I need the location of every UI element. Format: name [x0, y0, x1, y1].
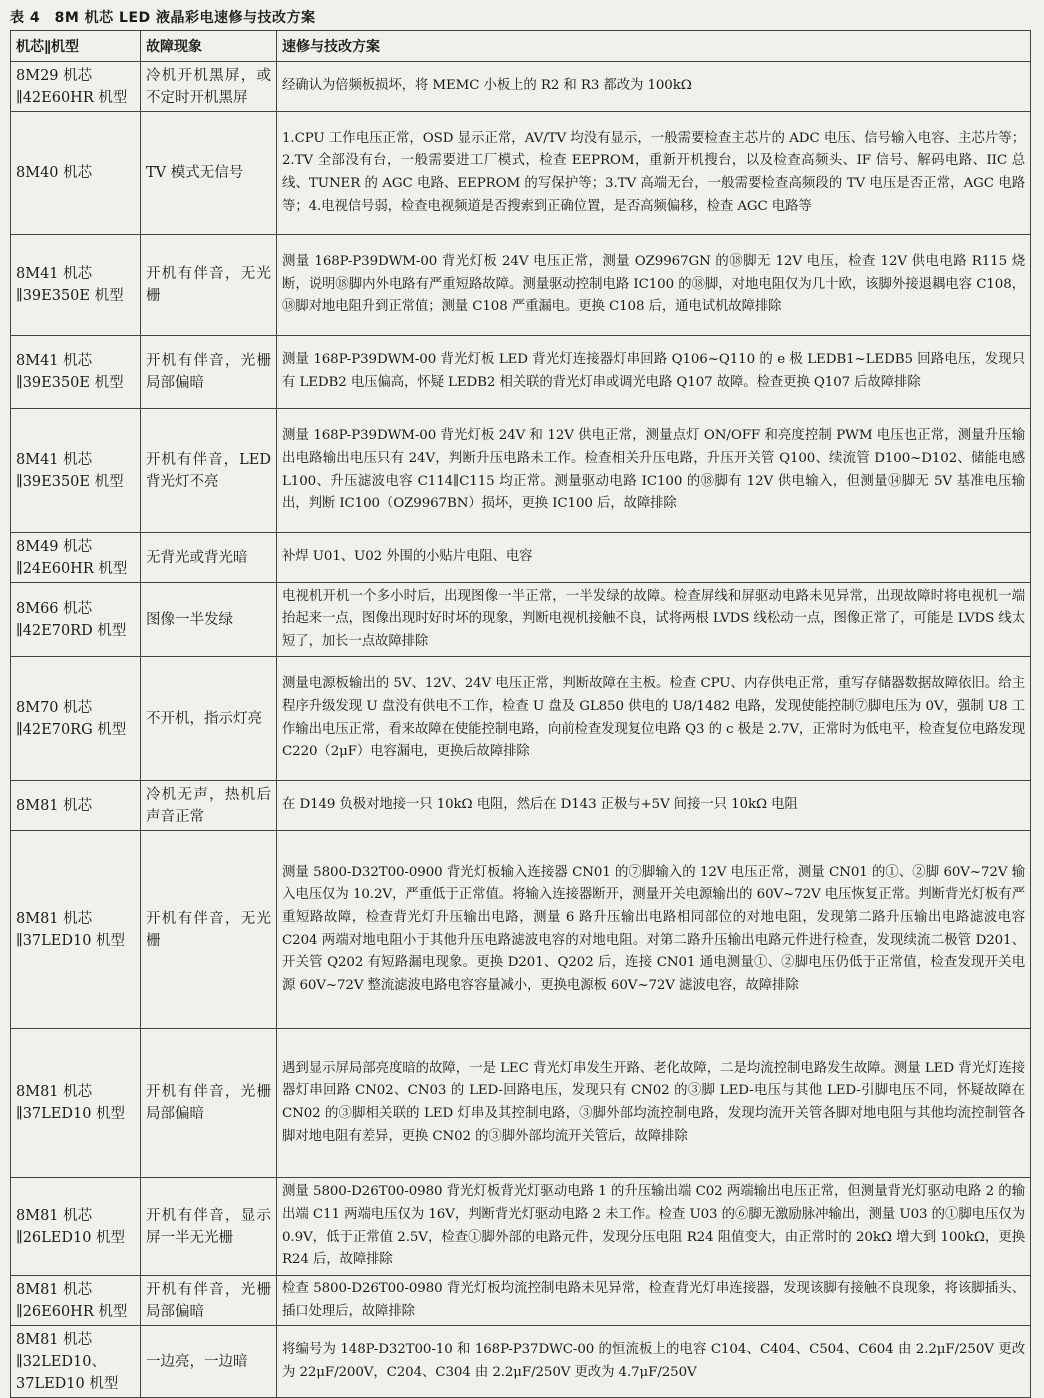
document-page — [10, 8, 1030, 1398]
table-caption: 表 4 8M 机芯 LED 液晶彩电速修与技改方案 — [10, 10, 316, 26]
symptom-cell: TV 模式无信号 — [141, 112, 277, 235]
model-cell: 8M40 机芯 — [11, 112, 141, 235]
table-row — [11, 533, 1031, 583]
symptom-cell: 图像一半发绿 — [141, 583, 277, 657]
table-row — [11, 62, 1031, 112]
model-cell: 8M81 机芯∥26E60HR 机型 — [11, 1276, 141, 1326]
table-row — [11, 336, 1031, 409]
symptom-cell: 开机有伴音，光栅局部偏暗 — [141, 1029, 277, 1178]
symptom-cell: 开机有伴音，无光栅 — [141, 235, 277, 336]
model-cell: 8M41 机芯∥39E350E 机型 — [11, 409, 141, 533]
table-row — [11, 1276, 1031, 1326]
model-cell: 8M81 机芯 — [11, 781, 141, 831]
model-cell: 8M81 机芯∥26LED10 机型 — [11, 1178, 141, 1276]
table-header-row — [11, 31, 1031, 62]
model-cell: 8M29 机芯∥42E60HR 机型 — [11, 62, 141, 112]
solution-cell: 检查 5800-D26T00-0980 背光灯板均流控制电路未见异常，检查背光灯串连接器，发现该脚有接触不良现象，将该脚插头、插口处理后，故障排除 — [277, 1276, 1031, 1326]
solution-cell: 测量 168P-P39DWM-00 背光灯板 LED 背光灯连接器灯串回路 Q106~Q110 的 e 极 LEDB1~LEDB5 回路电压，发现只有 LEDB2 电压偏高，怀疑 LEDB2 相关联的背光灯串或调光电路 Q107 故障。检查更换 Q107 后故障排除 — [277, 336, 1031, 409]
header-solution: 速修与技改方案 — [277, 31, 1031, 62]
model-cell: 8M41 机芯∥39E350E 机型 — [11, 235, 141, 336]
symptom-cell: 开机有伴音，光栅局部偏暗 — [141, 1276, 277, 1326]
model-cell: 8M49 机芯∥24E60HR 机型 — [11, 533, 141, 583]
model-cell: 8M81 机芯∥32LED10、37LED10 机型 — [11, 1326, 141, 1398]
table-row — [11, 831, 1031, 1029]
symptom-cell: 不开机，指示灯亮 — [141, 657, 277, 781]
table-row — [11, 1178, 1031, 1276]
solution-cell: 遇到显示屏局部亮度暗的故障，一是 LEC 背光灯串发生开路、老化故障，二是均流控制电路发生故障。测量 LED 背光灯连接器灯串回路 CN02、CN03 的 LED-回路电压，发现只有 CN02 的③脚 LED-电压与其他 LED-引脚电压不同，怀疑故障在 CN02 的③脚相关联的 LED 灯串及其控制电路，③脚外部均流控制电路，发现均流开关管各脚对地电阻与其他均流控制管各脚对地电阻有差异，更换 CN02 的③脚外部均流开关管后，故障排除 — [277, 1029, 1031, 1178]
solution-cell: 1.CPU 工作电压正常，OSD 显示正常，AV/TV 均没有显示，一般需要检查主芯片的 ADC 电压、信号输入电容、主芯片等；2.TV 全部没有台，一般需要进工厂模式，检查 EEPROM，重新开机搜台，以及检查高频头、IF 信号、解码电路、IIC 总线、TUNER 的 AGC 电路、EEPROM 的写保护等；3.TV 高端无台，一般需要检查高频段的 TV 电压是否正常，AGC 电路等；4.电视信号弱，检查电视频道是否搜索到正确位置，是否高频偏移，检查 AGC 电路等 — [277, 112, 1031, 235]
symptom-cell: 冷机无声，热机后声音正常 — [141, 781, 277, 831]
solution-cell: 测量 168P-P39DWM-00 背光灯板 24V 和 12V 供电正常，测量点灯 ON/OFF 和亮度控制 PWM 电压也正常，测量升压输出电路输出电压只有 24V，判断升压电路未工作。检查相关升压电路，升压开关管 Q100、续流管 D100~D102、储能电感 L100、升压滤波电容 C114∥C115 均正常。测量驱动电路 IC100 的⑱脚有 12V 供电输入，但测量⑭脚无 5V 基准电压输出，判断 IC100（OZ9967BN）损坏，更换 IC100 后，故障排除 — [277, 409, 1031, 533]
table-row — [11, 235, 1031, 336]
symptom-cell: 无背光或背光暗 — [141, 533, 277, 583]
solution-cell: 将编号为 148P-D32T00-10 和 168P-P37DWC-00 的恒流板上的电容 C104、C404、C504、C604 由 2.2μF/250V 更改为 22μF/200V，C204、C304 由 2.2μF/250V 更改为 4.7μF/250V — [277, 1326, 1031, 1398]
solution-cell: 测量 5800-D32T00-0900 背光灯板输入连接器 CN01 的⑦脚输入的 12V 电压正常，测量 CN01 的①、②脚 60V~72V 输入电压仅为 10.2V，严重低于正常值。将输入连接器断开，测量开关电源输出的 60V~72V 电压恢复正常。判断背光灯板有严重短路故障，检查背光灯升压输出电路，测量 6 路升压输出电路相同部位的对地电阻，发现第二路升压输出电路滤波电容 C204 两端对地电阻小于其他升压电路滤波电容的对地电阻。对第二路升压输出电路元件进行检查，发现续流二极管 D201、开关管 Q202 有短路漏电现象。更换 D201、Q202 后，连接 CN01 通电测量①、②脚电压仍低于正常值，检查发现开关电源 60V~72V 整流滤波电路电容容量减小，更换电源板 60V~72V 滤波电容，故障排除 — [277, 831, 1031, 1029]
symptom-cell: 开机有伴音，光栅局部偏暗 — [141, 336, 277, 409]
symptom-cell: 开机有伴音，显示屏一半无光栅 — [141, 1178, 277, 1276]
repair-table — [10, 30, 1031, 1398]
model-cell: 8M81 机芯∥37LED10 机型 — [11, 1029, 141, 1178]
symptom-cell: 冷机开机黑屏，或不定时开机黑屏 — [141, 62, 277, 112]
model-cell: 8M41 机芯∥39E350E 机型 — [11, 336, 141, 409]
solution-cell: 测量 5800-D26T00-0980 背光灯板背光灯驱动电路 1 的升压输出端 C02 两端输出电压正常，但测量背光灯驱动电路 2 的输出端 C11 两端电压仅为 16V，判断背光灯驱动电路 2 未工作。检查 U03 的⑥脚无激励脉冲输出，测量 U03 的①脚电压仅为 0.9V，低于正常值 2.5V，检查①脚外部的电路元件，发现分压电阻 R24 阻值变大，由正常时的 20kΩ 增大到 100kΩ，更换 R24 后，故障排除 — [277, 1178, 1031, 1276]
model-cell: 8M66 机芯∥42E70RD 机型 — [11, 583, 141, 657]
table-row — [11, 1029, 1031, 1178]
table-row — [11, 781, 1031, 831]
solution-cell: 测量 168P-P39DWM-00 背光灯板 24V 电压正常，测量 OZ9967GN 的⑱脚无 12V 电压，检查 12V 供电电路 R115 烧断，说明⑱脚内外电路有严重短路故障。测量驱动控制电路 IC100 的⑱脚，对地电阻仅为几十欧，该脚外接退耦电容 C108，⑱脚对地电阻升到正常值；测量 C108 严重漏电。更换 C108 后，通电试机故障排除 — [277, 235, 1031, 336]
symptom-cell: 开机有伴音，无光栅 — [141, 831, 277, 1029]
solution-cell: 经确认为倍频板损坏，将 MEMC 小板上的 R2 和 R3 都改为 100kΩ — [277, 62, 1031, 112]
solution-cell: 测量电源板输出的 5V、12V、24V 电压正常，判断故障在主板。检查 CPU、内存供电正常，重写存储器数据故障依旧。给主程序升级发现 U 盘没有供电不工作，检查 U 盘及 GL850 供电的 U8/1482 电路，发现使能控制⑦脚电压为 0V，强制 U8 工作输出电压正常，看来故障在使能控制电路，向前检查发现复位电路 Q3 的 c 极是 2.7V，正常时为低电平，检查复位电路发现 C220（2μF）电容漏电，更换后故障排除 — [277, 657, 1031, 781]
header-model: 机芯∥机型 — [11, 31, 141, 62]
solution-cell: 在 D149 负极对地接一只 10kΩ 电阻，然后在 D143 正极与+5V 间接一只 10kΩ 电阻 — [277, 781, 1031, 831]
table-row — [11, 657, 1031, 781]
table-row — [11, 409, 1031, 533]
model-cell: 8M81 机芯∥37LED10 机型 — [11, 831, 141, 1029]
table-row — [11, 583, 1031, 657]
header-symptom: 故障现象 — [141, 31, 277, 62]
solution-cell: 补焊 U01、U02 外围的小贴片电阻、电容 — [277, 533, 1031, 583]
table-row — [11, 1326, 1031, 1398]
symptom-cell: 一边亮，一边暗 — [141, 1326, 277, 1398]
model-cell: 8M70 机芯∥42E70RG 机型 — [11, 657, 141, 781]
solution-cell: 电视机开机一个多小时后，出现图像一半正常，一半发绿的故障。检查屏线和屏驱动电路未见异常，出现故障时将电视机一端抬起来一点，图像出现时好时坏的现象，判断电视机接触不良，试将两根 LVDS 线松动一点，图像正常了，可能是 LVDS 线太短了，加长一点故障排除 — [277, 583, 1031, 657]
table-row — [11, 112, 1031, 235]
symptom-cell: 开机有伴音，LED 背光灯不亮 — [141, 409, 277, 533]
